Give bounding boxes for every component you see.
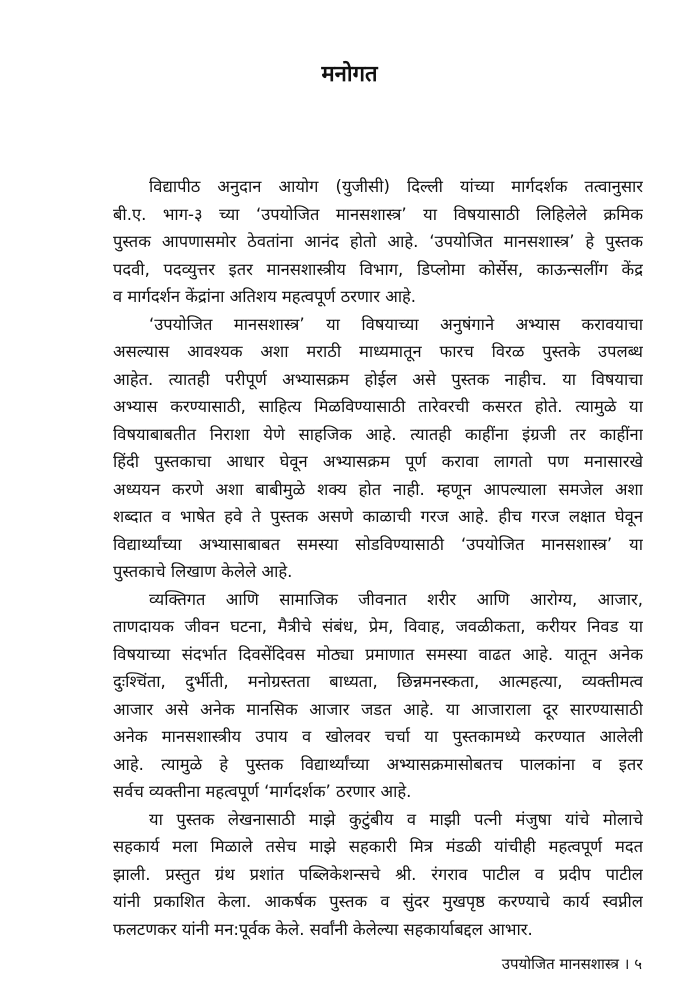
page-title: मनोगत [321, 62, 378, 87]
text-line: व्यक्तिगत आणि सामाजिक जीवनात शरीर आणि आरोग्य, आजार, [149, 589, 643, 609]
document-body [113, 173, 643, 943]
text-line: झाली. प्रस्तुत ग्रंथ प्रशांत पब्लिकेशन्सचे श्री. रंगराव पाटील व प्रदीप पाटील [113, 864, 643, 884]
text-line: आहे. त्यामुळे हे पुस्तक विद्यार्थ्यांच्या अभ्यासक्रमासोबतच पालकांना व इतर [113, 754, 643, 774]
text-line: अनेक मानसशास्त्रीय उपाय व खोलवर चर्चा या पुस्तकामध्ये करण्यात आलेली [113, 727, 643, 746]
text-line: असल्यास आवश्यक अशा मराठी माध्यमातून फारच विरळ पुस्तके उपलब्ध [113, 342, 643, 361]
text-line: आहेत. त्यातही परीपूर्ण अभ्यासक्रम होईल असे पुस्तक नाहीच. या विषयाचा [113, 369, 643, 389]
text-line: दुःश्चिंता, दुर्भीती, मनोग्रस्तता बाध्यता, छिन्नमनस्कता, आत्महत्या, व्यक्तीमत्व [113, 672, 643, 691]
text-line: फलटणकर यांनी मन:पूर्वक केले. सर्वांनी केलेल्या सहकार्याबद्दल आभार. [113, 919, 533, 939]
paragraph [113, 806, 643, 944]
text-line: शब्दात व भाषेत हवे ते पुस्तक असणे काळाची गरज आहे. हीच गरज लक्षात घेवून [113, 507, 643, 526]
text-line: ‘उपयोजित मानसशास्त्र’ या विषयाच्या अनुषंगाने अभ्यास करावयाचा [149, 314, 643, 334]
text-line: या पुस्तक लेखनासाठी माझे कुटुंबीय व माझी पत्नी मंजुषा यांचे मोलाचे [149, 809, 643, 829]
text-line: पुस्तकाचे लिखाण केलेले आहे. [113, 562, 293, 581]
paragraph [113, 311, 643, 586]
paragraph [113, 173, 643, 311]
text-line: पुस्तक आपणासमोर ठेवतांना आनंद होतो आहे. ‘उपयोजित मानसशास्त्र’ हे पुस्तक [113, 232, 643, 251]
text-line: व मार्गदर्शन केंद्रांना अतिशय महत्वपूर्ण ठरणार आहे. [113, 287, 417, 306]
text-line: अध्ययन करणे अशा बाबीमुळे शक्य होत नाही. म्हणून आपल्याला समजेल अशा [113, 479, 643, 499]
page-footer: उपयोजित मानसशास्त्र । ५ [501, 955, 642, 973]
text-line: विषयाबाबतीत निराशा येणे साहजिक आहे. त्यातही काहींना इंग्रजी तर काहींना [113, 424, 643, 444]
text-line: आजार असे अनेक मानसिक आजार जडत आहे. या आजाराला दूर सारण्यासाठी [113, 699, 643, 719]
text-line: पदवी, पदव्युत्तर इतर मानसशास्त्रीय विभाग, डिप्लोमा कोर्सेस, काऊन्सलींग केंद्र [113, 259, 643, 279]
text-line: सहकार्य मला मिळाले तसेच माझे सहकारी मित्र मंडळी यांचीही महत्वपूर्ण मदत [113, 837, 643, 856]
text-line: विद्यार्थ्यांच्या अभ्यासाबाबत समस्या सोडविण्यासाठी ‘उपयोजित मानसशास्त्र’ या [113, 534, 643, 554]
text-line: विद्यापीठ अनुदान आयोग (युजीसी) दिल्ली यांच्या मार्गदर्शक तत्वानुसार [149, 177, 643, 196]
text-line: विषयाच्या संदर्भात दिवसेंदिवस मोठ्या प्रमाणात समस्या वाढत आहे. यातून अनेक [113, 644, 643, 664]
text-line: सर्वच व्यक्तीना महत्वपूर्ण ‘मार्गदर्शक’ ठरणार आहे. [113, 782, 412, 801]
text-line: ताणदायक जीवन घटना, मैत्रीचे संबंध, प्रेम, विवाह, जवळीकता, करीयर निवड या [113, 617, 643, 636]
text-line: यांनी प्रकाशित केला. आकर्षक पुस्तक व सुंदर मुखपृष्ठ करण्याचे कार्य स्वप्नील [113, 892, 643, 911]
text-line: अभ्यास करण्यासाठी, साहित्य मिळविण्यासाठी तारेवरची कसरत होते. त्यामुळे या [113, 397, 643, 416]
paragraph [113, 586, 643, 806]
text-line: बी.ए. भाग-३ च्या ‘उपयोजित मानसशास्त्र’ या विषयासाठी लिहिलेले क्रमिक [113, 204, 643, 224]
text-line: हिंदी पुस्तकाचा आधार घेवून अभ्यासक्रम पूर्ण करावा लागतो पण मनासारखे [113, 452, 643, 471]
